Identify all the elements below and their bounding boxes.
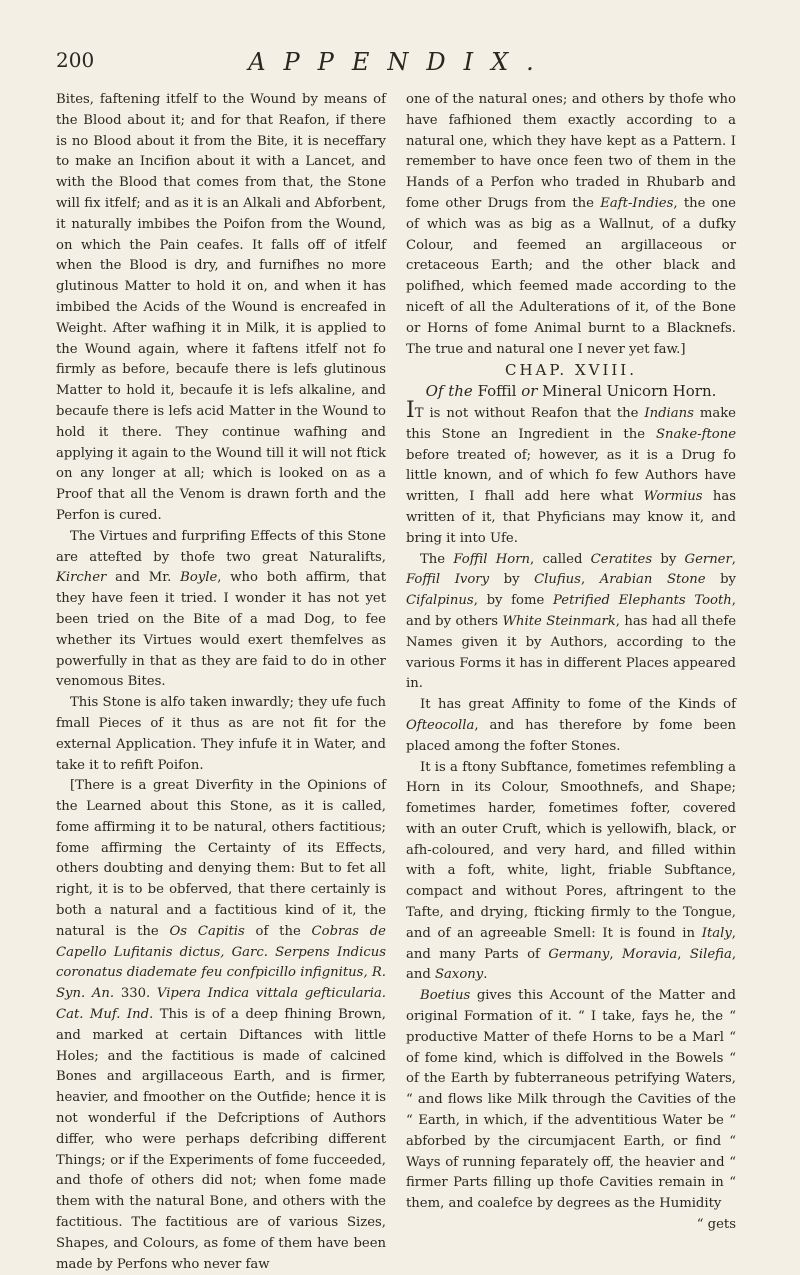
chapter-heading: CHAP. XVIII. (504, 361, 638, 380)
text: Mineral Unicorn Horn. (537, 382, 717, 401)
text: The (420, 551, 454, 567)
catchword: “ gets (696, 1217, 736, 1233)
italic-place: Saxony (435, 967, 484, 983)
italic-term: Snake-ftone (655, 426, 736, 442)
paragraph (406, 397, 736, 550)
italic-term: Foffil Horn (453, 551, 531, 567)
text: , and (406, 946, 737, 983)
italic-name: Gerner (684, 551, 732, 567)
text: The Virtues and furprifing Effects of this Stone are attefted by thofe two great Naturalifts, (56, 528, 386, 565)
italic-term: Eaft-Indies (600, 195, 674, 211)
page-header (56, 48, 744, 88)
italic-name: Boetius (420, 988, 471, 1004)
paragraph (406, 695, 736, 757)
text: has written of it, that Phyficians may know it, and bring it into Ufe. (406, 489, 736, 546)
chapter-title (406, 381, 736, 402)
text: by (489, 572, 535, 588)
text: of the (244, 923, 312, 939)
paragraph (406, 758, 736, 987)
page-number: 200 (56, 48, 95, 72)
italic-place: Italy (701, 925, 732, 941)
text: T is not without Reafon that the (414, 405, 645, 421)
text: Foffil (472, 382, 522, 401)
text: 330. (114, 986, 157, 1002)
italic-term: Os Capitis (169, 923, 245, 939)
left-column (56, 90, 386, 1275)
text: , called (530, 551, 591, 567)
text: . (483, 967, 488, 983)
text: , the one of which was as big as a Wallnut, of a dufky Colour, and feemed an argillaceous or cretaceous Earth; and the other black and polifhed, which feemed made according to the niceft of all the Adulterations of it, of the Bone or Horns of fome Animal burnt to a Blacknefs. The true and natural one I never yet faw.] (406, 195, 736, 357)
italic-place: Germany (548, 946, 610, 962)
drop-cap: I (406, 397, 415, 423)
text: , (580, 572, 600, 588)
italic-term: Indians (644, 405, 694, 421)
paragraph: Bites, faftening itfelf to the Wound by means of the Blood about it; and for that Reafon, if there is no Blood about it from the Bite, it is neceffary to make an Incifion about it with a Lancet, and with the Blood that comes from that, the Stone will fix itfelf; and as it is an Alkali and Abforbent, it naturally imbibes the Poifon from the Wound, on which the Pain ceafes. It falls off of itfelf when the Blood is dry, and furnifhes no more glutinous Matter to hold it on, and when it has imbibed the Acids of the Wound is encreafed in Weight. After wafhing it in Milk, it is applied to the Wound again, where it faftens itfelf not fo firmly as before, becaufe there is lefs glutinous Matter to hold it, becaufe it is lefs alkaline, and becaufe there is lefs acid Matter in the Wound to hold it there. They continue wafhing and applying it again to the Wound till it will not ftick on any longer at all; which is looked on as a Proof that all the Venom is drawn forth and the Perfon is cured. (56, 92, 386, 523)
text: , and by others (406, 593, 736, 629)
italic-term: Cobras de Capello Lufitanis dictus, Garc. Serpens Indicus coronatus diademate feu confpicillo infignitus, R. Syn. An. (56, 923, 386, 1002)
text: and Mr. (106, 570, 181, 586)
italic-name: Boyle (180, 570, 218, 586)
italic-place: Silefia (689, 946, 732, 962)
paragraph (406, 986, 736, 1215)
running-title: APPENDIX. (248, 48, 552, 76)
text: gives this Account of the Matter and original Formation of it. “ I take, fays he, the “ productive Matter of thefe Horns to be a Marl “ of fome kind, which is diffolved in the Bowels “ of the Earth by fubterraneous petrifying Waters, “ and flows like Milk through the Cavities of the “ Earth, in which, if the adventitious Water be “ abforbed by the circumjacent Earth, or find “ Ways of running feparately off, the heavier and “ firmer Parts filling up thofe Cavities remain in “ them, and coalefce by degrees as the Humidity (406, 988, 736, 1212)
italic-place: Moravia (622, 946, 678, 962)
paragraph: This Stone is alfo taken inwardly; they ufe fuch fmall Pieces of it thus as are not fit for the external Application. They infufe it in Water, and take it to refift Poifon. (56, 695, 386, 773)
text: It has great Affinity to fome of the Kinds of (420, 697, 736, 713)
right-column (406, 90, 736, 1236)
text: one of the natural ones; and others by thofe who have fafhioned them exactly according to a natural one, which they have kept as a Pattern. I remember to have once feen two of them in the Hands of a Perfon who traded in Rhubarb and fome other Drugs from the (406, 92, 736, 211)
paragraph (56, 527, 386, 693)
text: by (705, 572, 736, 588)
text: [There is a great Diverfity in the Opinions of the Learned about this Stone, as it is called, fome affirming it to be natural, others factitious; fome affirming the Certainty of its Effects, others doubting and denying them: But to fet all right, it is to be obferved, that there certainly is both a natural and a factitious kind of it, the natural is the (56, 778, 386, 939)
italic-term: Ceratites (590, 551, 653, 567)
text: , (677, 946, 690, 962)
text: make this Stone an Ingredient in the (406, 405, 736, 442)
italic-term: Petrified Elephants Tooth (553, 593, 732, 609)
paragraph (56, 776, 386, 1275)
text: , (609, 946, 623, 962)
text: before treated of; however, as it is a Drug fo little known, and of which fo few Authors have written, I fhall add here what (406, 447, 736, 505)
text: by (652, 551, 685, 567)
paragraph (406, 550, 736, 696)
text: , (731, 551, 736, 567)
italic-term: Arabian Stone (599, 572, 706, 588)
text: , and many Parts of (406, 925, 736, 962)
italic-term: White Steinmark (502, 613, 616, 629)
italic-term: Vipera Indica vittala gefticularia. Cat. Muf. Ind. (56, 986, 387, 1023)
italic-name: Kircher (56, 570, 107, 586)
italic-name: Cifalpinus (406, 593, 474, 609)
text: , and has therefore by fome been placed among the fofter Stones. (406, 717, 736, 754)
text: It is a ftony Subftance, fometimes refembling a Horn in its Colour, Smoothnefs, and Shape; fometimes harder, fometimes fofter, covered with an outer Cruft, which is yellowifh, black, or afh-coloured, and very hard, and filled within with a foft, white, light, friable Subftance, compact and without Pores, aftringent to the Tafte, and drying, fticking firmly to the Tongue, and of an agreeable Smell: It is found in (406, 759, 736, 941)
text: or (521, 382, 538, 401)
italic-term: Foffil Ivory (406, 572, 490, 588)
paragraph (406, 90, 736, 360)
text: , who both affirm, that they have feen it tried. I wonder it has not yet been tried on the Bite of a mad Dog, to fee whether its Virtues would exert themfelves as powerfully in that as they are faid to do in other venomous Bites. (56, 570, 386, 690)
text: , has had all thefe Names given it by Authors, according to the various Forms it has in different Places appeared in. (406, 613, 736, 692)
italic-name: Clufius (534, 572, 581, 588)
italic-name: Wormius (643, 489, 703, 505)
text: , by fome (473, 593, 553, 609)
text: Of the (425, 382, 473, 401)
italic-term: Ofteocolla (406, 717, 475, 733)
text: This is of a deep fhining Brown, and marked at certain Diftances with little Holes; and the factitious is made of calcined Bones and argillaceous Earth, and is firmer, heavier, and fmoother on the Outfide; hence it is not wonderful if the Defcriptions of Authors differ, who were perhaps defcribing different Things; or if the Experiments of fome fucceeded, and thofe of others did not; when fome made them with the natural Bone, and others with the factitious. The factitious are of various Sizes, Shapes, and Colours, as fome of them have been made by Perfons who never faw (56, 1007, 386, 1272)
